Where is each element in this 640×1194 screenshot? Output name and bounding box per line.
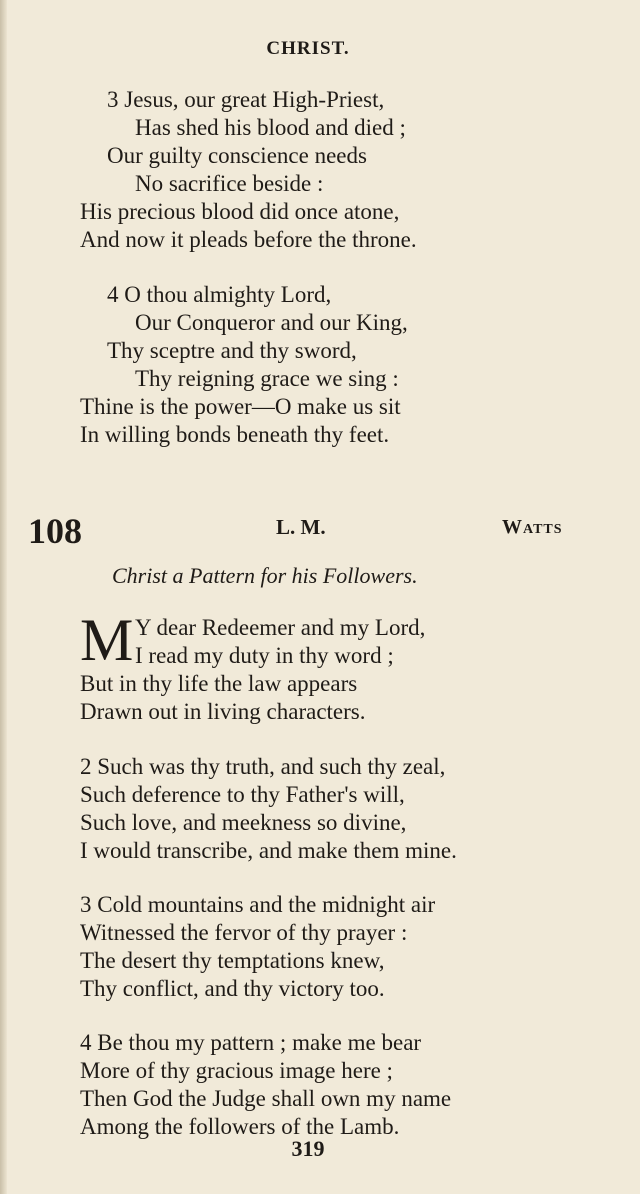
prev-stanza3-line-3: Our guilty conscience needs	[107, 143, 367, 168]
hymn-number: 108	[28, 511, 82, 551]
drop-cap: M	[80, 607, 134, 673]
prev-stanza3-line-4: No sacrifice beside :	[135, 171, 324, 196]
stanza3-line-3: The desert thy temptations knew,	[80, 948, 385, 973]
prev-stanza4-line-5: Thine is the power—O make us sit	[80, 394, 401, 419]
stanza3-line-1: 3 Cold mountains and the midnight air	[80, 892, 436, 917]
stanza1-line-1: Y dear Redeemer and my Lord,	[135, 615, 426, 640]
hymn-meter: L. M.	[276, 515, 326, 539]
stanza4-line-2: More of thy gracious image here ;	[80, 1058, 393, 1083]
stanza3-line-2: Witnessed the fervor of thy prayer :	[80, 920, 408, 945]
prev-stanza4-line-2: Our Conqueror and our King,	[135, 310, 408, 335]
hymn-author: Watts	[502, 516, 563, 538]
stanza2-line-1: 2 Such was thy truth, and such thy zeal,	[80, 754, 446, 779]
stanza4-line-3: Then God the Judge shall own my name	[80, 1086, 452, 1111]
prev-stanza3-line-2: Has shed his blood and died ;	[135, 115, 406, 140]
page-number: 319	[291, 1136, 325, 1161]
hymn-title: Christ a Pattern for his Followers.	[112, 563, 418, 588]
prev-stanza3-line-5: His precious blood did once atone,	[80, 199, 400, 224]
prev-stanza4-line-1: 4 O thou almighty Lord,	[107, 282, 332, 307]
stanza4-line-1: 4 Be thou my pattern ; make me bear	[80, 1030, 422, 1055]
stanza3-line-4: Thy conflict, and thy victory too.	[80, 976, 385, 1001]
stanza4-line-4: Among the followers of the Lamb.	[80, 1114, 400, 1139]
stanza1-line-4: Drawn out in living characters.	[80, 699, 366, 724]
stanza2-line-3: Such love, and meekness so divine,	[80, 810, 407, 835]
prev-stanza4-line-6: In willing bonds beneath thy feet.	[80, 422, 390, 447]
page-fold	[0, 0, 7, 1194]
prev-stanza4-line-3: Thy sceptre and thy sword,	[107, 338, 357, 363]
stanza1-line-2: I read my duty in thy word ;	[135, 643, 394, 668]
running-header: CHRIST.	[266, 38, 350, 59]
prev-stanza3-line-1: 3 Jesus, our great High-Priest,	[107, 87, 385, 112]
stanza2-line-4: I would transcribe, and make them mine.	[80, 838, 457, 863]
prev-stanza4-line-4: Thy reigning grace we sing :	[135, 366, 399, 391]
prev-stanza3-line-6: And now it pleads before the throne.	[80, 227, 417, 252]
stanza1-line-3: But in thy life the law appears	[80, 671, 358, 696]
stanza2-line-2: Such deference to thy Father's will,	[80, 782, 405, 807]
